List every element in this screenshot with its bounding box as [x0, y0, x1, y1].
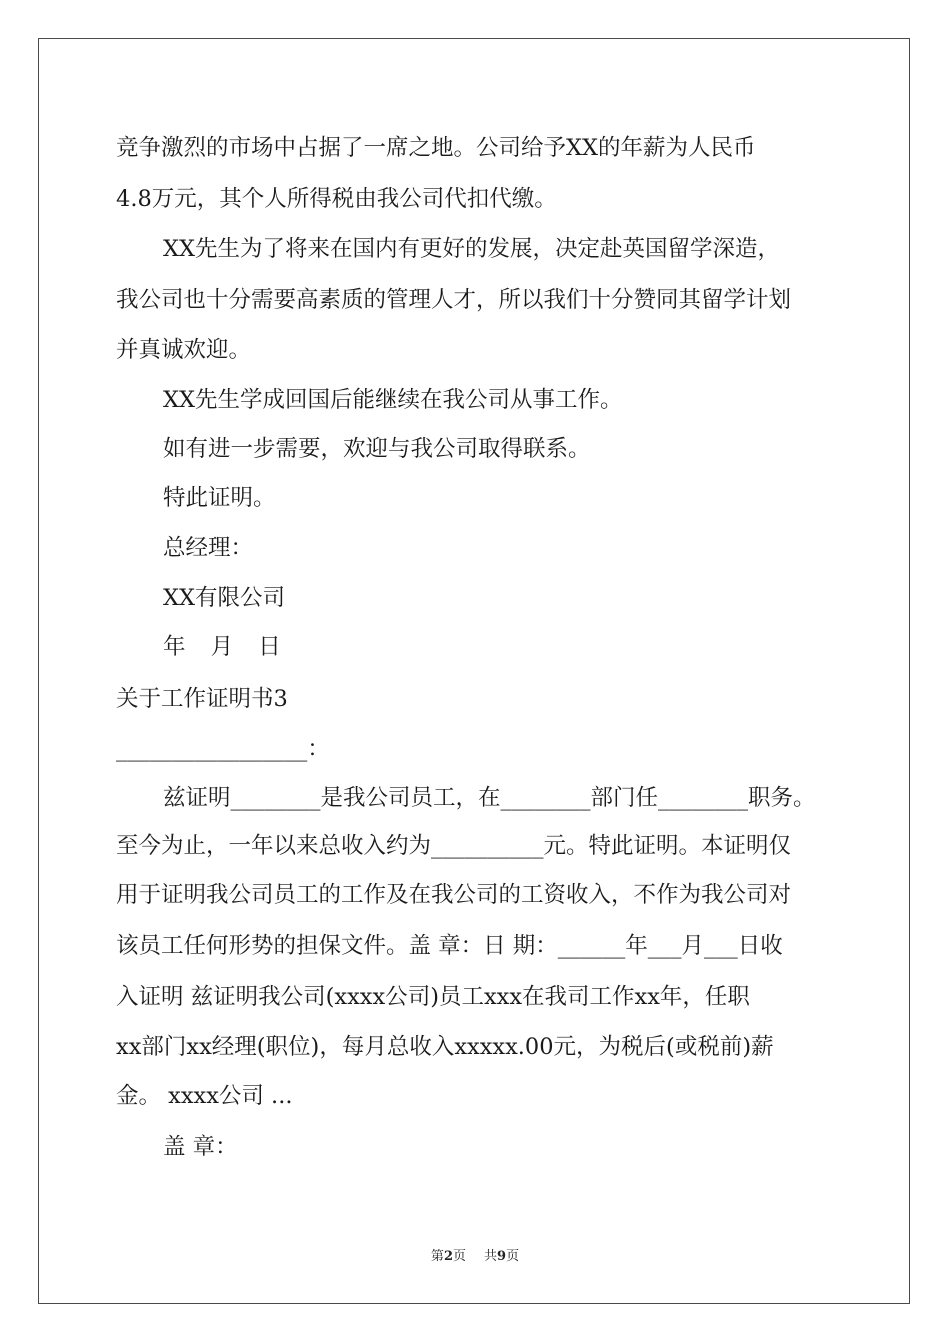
- company-name: XX有限公司: [163, 585, 286, 611]
- date-line: 年 月 日: [163, 634, 290, 660]
- manager-signature: 总经理：: [163, 535, 254, 561]
- body-line-12: 入证明 兹证明我公司(xxxx公司)员工xxx在我司工作xx年，任职: [116, 984, 750, 1010]
- body-line-1: 竞争激烈的市场中占据了一席之地。公司给予XX的年薪为人民币: [116, 135, 756, 161]
- page-footer: [0, 1245, 950, 1264]
- body-line-11: 该员工任何形势的担保文件。盖 章：日 期：______年___月___日收: [116, 933, 783, 959]
- total-prefix: 共: [484, 1249, 498, 1264]
- page-prefix: 第: [430, 1249, 444, 1264]
- body-line-7: 如有进一步需要，欢迎与我公司取得联系。: [163, 436, 591, 462]
- body-line-10: 用于证明我公司员工的工作及在我公司的工资收入，不作为我公司对: [116, 882, 792, 908]
- page-border: [38, 38, 910, 1304]
- body-line-8: 兹证明________是我公司员工，在________部门任________职务。: [163, 785, 816, 811]
- closing-statement: 特此证明。: [163, 485, 276, 511]
- body-line-3: XX先生为了将来在国内有更好的发展，决定赴英国留学深造，: [163, 236, 781, 262]
- body-line-14: 金。 xxxx公司 ...: [116, 1083, 293, 1109]
- body-line-9: 至今为止，一年以来总收入约为__________元。特此证明。本证明仅: [116, 833, 792, 859]
- section-title: 关于工作证明书3: [116, 686, 288, 712]
- seal-line: 盖 章：: [163, 1134, 238, 1160]
- total-suffix: 页: [506, 1249, 520, 1264]
- page-total: 9: [497, 1249, 507, 1264]
- body-line-6: XX先生学成回国后能继续在我公司从事工作。: [163, 387, 623, 413]
- page-suffix: 页: [452, 1249, 466, 1264]
- recipient-blank: _________________：: [116, 736, 330, 762]
- body-line-2: 4.8万元，其个人所得税由我公司代扣代缴。: [116, 186, 557, 212]
- body-line-5: 并真诚欢迎。: [116, 337, 252, 363]
- body-line-4: 我公司也十分需要高素质的管理人才，所以我们十分赞同其留学计划: [116, 287, 792, 313]
- body-line-13: xx部门xx经理(职位)，每月总收入xxxxx.00元，为税后(或税前)薪: [116, 1034, 774, 1060]
- page-current: 2: [443, 1249, 453, 1264]
